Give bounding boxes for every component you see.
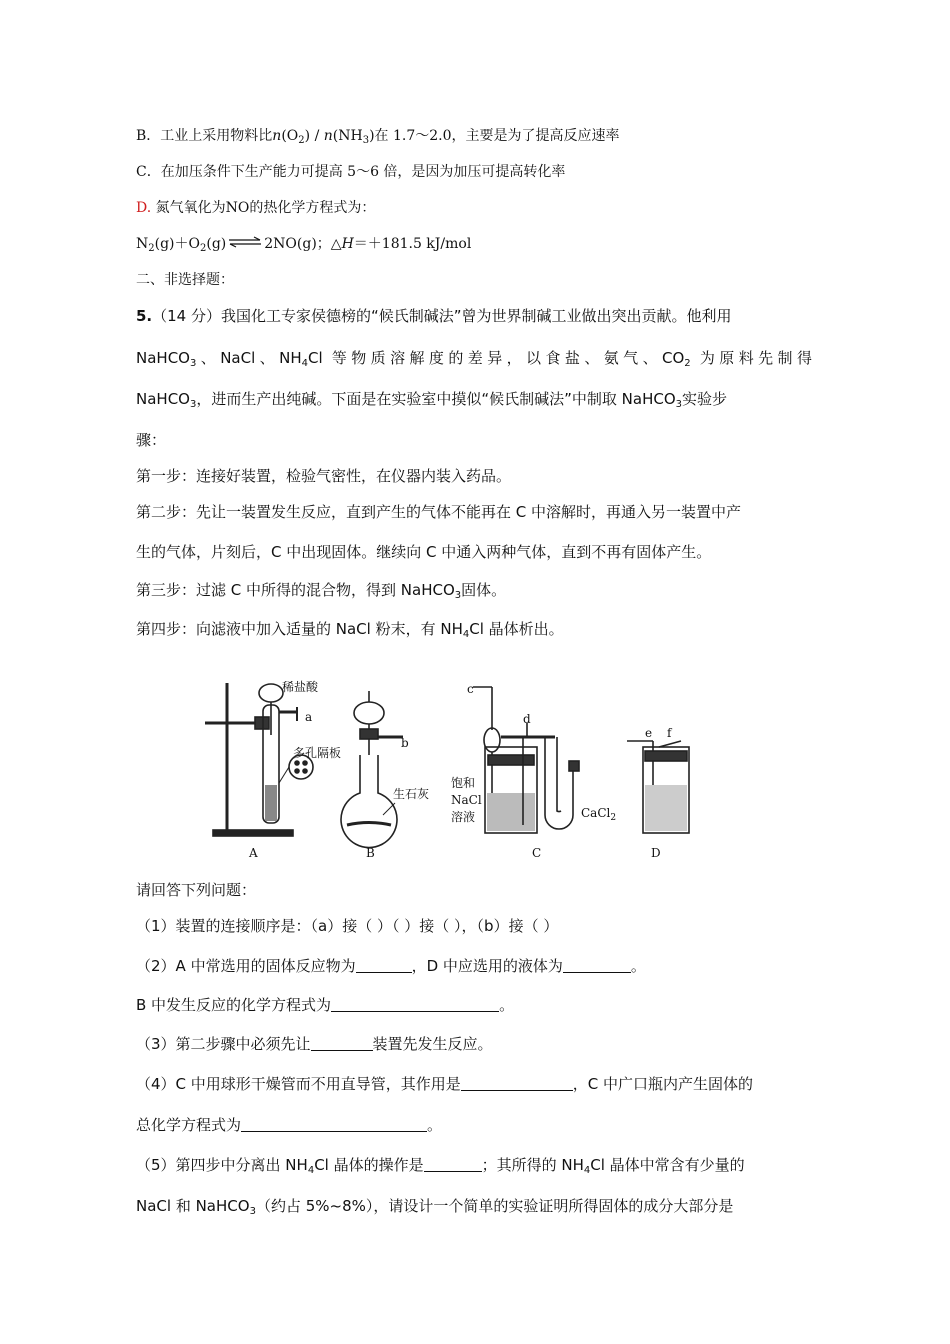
subscript: 2 [200, 243, 207, 254]
sq5-text: Cl 晶体中常含有少量的 [590, 1156, 745, 1174]
sub-question-2 [136, 956, 646, 976]
q5-text: ，进而生产出纯碱。下面是在实验室中摸似“候氏制碱法”中制取 NaHCO [196, 390, 676, 408]
section-heading [136, 270, 234, 290]
sub-question-3 [136, 1034, 493, 1054]
subscript: 3 [362, 135, 370, 146]
label-nacl: NaCl [451, 793, 482, 807]
q5-text: 骤： [136, 431, 167, 449]
label-saturated: 饱和 [451, 776, 476, 790]
option-d [136, 198, 375, 218]
nh3-text: (NH [332, 128, 363, 144]
answer-blank[interactable] [461, 1074, 573, 1091]
q5-line-3 [136, 389, 727, 409]
sq3-text: （3）第二步骤中必须先让 [136, 1035, 311, 1053]
step-text: 第二步：先让一装置发生反应，直到产生的气体不能再在 C 中溶解时，再通入另一装置中产 [136, 503, 742, 521]
thermo-equation [136, 234, 471, 254]
formula-text: NaHCO [136, 349, 190, 367]
step-1 [136, 466, 511, 486]
sq2-text: ，D 中应选用的液体为 [411, 957, 563, 975]
italic-n: n [272, 128, 282, 144]
subscript: 2 [148, 243, 155, 254]
option-c [136, 162, 565, 182]
sq4-text: 。 [427, 1116, 443, 1134]
option-d-letter: D. [136, 200, 152, 216]
sq5-text: （约占 5%~8%），请设计一个简单的实验证明所得固体的成分大部分是 [255, 1197, 734, 1215]
eq-g: (g) [206, 236, 227, 252]
step-2-line-2 [136, 542, 711, 562]
option-b-suffix: )在 1.7～2.0，主要是为了提高反应速率 [369, 128, 620, 144]
option-c-text: C．在加压条件下生产能力可提高 5～6 倍，是因为加压可提高转化率 [136, 164, 566, 180]
sq5-text: （5）第四步中分离出 NH [136, 1156, 308, 1174]
answer-blank[interactable] [563, 956, 631, 973]
sq2-text: 。 [630, 957, 646, 975]
subscript: 3 [189, 358, 197, 369]
label-cacl2: CaCl$_2$ [581, 806, 617, 823]
label-port-e: e [645, 726, 653, 740]
sq5-text: NaCl 和 NaHCO [136, 1197, 250, 1215]
step-3 [136, 580, 506, 600]
step-text: 生的气体，片刻后，C 中出现固体。继续向 C 中通入两种气体，直到不再有固体产生。 [136, 543, 712, 561]
step-text: 固体。 [461, 581, 507, 599]
sq5-text: ；其所得的 NH [481, 1156, 584, 1174]
answer-blank[interactable] [311, 1034, 373, 1051]
sq2-text: 。 [499, 996, 515, 1014]
question-number: 5. [136, 307, 153, 325]
sq4-text: 总化学方程式为 [136, 1116, 242, 1134]
answer-blank[interactable] [424, 1155, 482, 1172]
step-4 [136, 619, 564, 639]
subscript: 2 [684, 358, 691, 369]
o2-text: (O [281, 128, 299, 144]
step-text: Cl 晶体析出。 [469, 620, 564, 638]
sq2-text: （2）A 中常选用的固体反应物为 [136, 957, 356, 975]
subscript: 3 [675, 399, 683, 410]
option-b [136, 126, 620, 146]
apparatus-figure [205, 675, 705, 865]
step-text: 第四步：向滤液中加入适量的 NaCl 粉末，有 NH [136, 620, 463, 638]
subscript: 4 [307, 1165, 315, 1176]
sq5-text: Cl 晶体的操作是 [314, 1156, 424, 1174]
eq-right: 2NO(g)；△ [264, 236, 342, 252]
eq-n: N [136, 236, 149, 252]
q5-line-4 [136, 430, 166, 450]
reversible-arrow-icon [227, 236, 263, 248]
label-port-f: f [667, 726, 672, 740]
italic-h: H [341, 236, 354, 252]
apparatus-c [473, 687, 579, 833]
prompt-text: 请回答下列问题： [136, 881, 257, 899]
option-d-text: 氮气氧化为NO的热化学方程式为： [151, 200, 376, 216]
sub-question-1 [136, 916, 558, 936]
eq-mid: (g)＋O [154, 236, 200, 252]
q5-line-2 [136, 348, 812, 368]
option-b-text: B．工业上采用物料比 [136, 128, 273, 144]
sub-question-4-line-2 [136, 1115, 442, 1135]
answer-prompt [136, 880, 256, 900]
step-text: 第一步：连接好装置，检验气密性，在仪器内装入药品。 [136, 467, 512, 485]
q5-line-1 [136, 306, 812, 326]
label-porous-plate: 多孔隔板 [293, 746, 342, 760]
sq2-text: B 中发生反应的化学方程式为 [136, 996, 332, 1014]
subscript: 4 [301, 358, 308, 369]
subscript: 2 [298, 135, 305, 146]
label-solution: 溶液 [451, 810, 476, 824]
answer-blank[interactable] [241, 1115, 427, 1132]
subscript: 4 [583, 1165, 591, 1176]
slash-text: ) / [304, 128, 324, 144]
q5-text: Cl 等物质溶解度的差异，以食盐、氨气、CO [307, 349, 685, 367]
q5-text: 实验步 [682, 390, 728, 408]
label-port-a: a [305, 710, 313, 724]
subscript: 3 [249, 1206, 256, 1217]
apparatus-d [627, 741, 689, 833]
label-c: C [532, 846, 542, 860]
answer-blank[interactable] [356, 956, 412, 973]
apparatus-b [341, 691, 403, 848]
q5-intro: （14 分）我国化工专家侯德榜的“候氏制碱法”曾为世界制碱工业做出突出贡献。他利用 [152, 307, 732, 325]
label-quicklime: 生石灰 [393, 787, 430, 801]
label-port-c: c [467, 682, 474, 696]
step-2-line-1 [136, 502, 741, 522]
q5-text: 为原料先制得 [690, 349, 812, 367]
section-2-text: 二、非选择题： [136, 272, 234, 288]
sq1-text: （1）装置的连接顺序是：（a）接（ ）（ ）接（ ），（b）接（ ） [136, 917, 559, 935]
sq4-text: （4）C 中用球形干燥管而不用直导管，其作用是 [136, 1075, 461, 1093]
label-port-b: b [401, 736, 409, 750]
label-dilute-hcl: 稀盐酸 [282, 680, 319, 694]
sq4-text: ，C 中广口瓶内产生固体的 [572, 1075, 754, 1093]
sub-question-5 [136, 1155, 745, 1175]
sub-question-4 [136, 1074, 753, 1094]
sq3-text: 装置先发生反应。 [372, 1035, 493, 1053]
italic-n: n [323, 128, 333, 144]
label-port-d: d [523, 712, 531, 726]
subscript: 3 [454, 590, 462, 601]
subscript: 3 [189, 399, 197, 410]
formula-text: 、NaCl、NH [196, 349, 302, 367]
eq-end: ＝＋181.5 kJ/mol [353, 236, 472, 252]
label-a: A [249, 846, 258, 860]
step-text: 第三步：过滤 C 中所得的混合物，得到 NaHCO [136, 581, 455, 599]
formula-text: NaHCO [136, 390, 190, 408]
subscript: 4 [462, 629, 470, 640]
label-d: D [651, 846, 661, 860]
sub-question-2-line-2 [136, 995, 514, 1015]
answer-blank[interactable] [331, 995, 499, 1012]
sub-question-5-line-2 [136, 1196, 733, 1216]
label-b: B [366, 846, 375, 860]
